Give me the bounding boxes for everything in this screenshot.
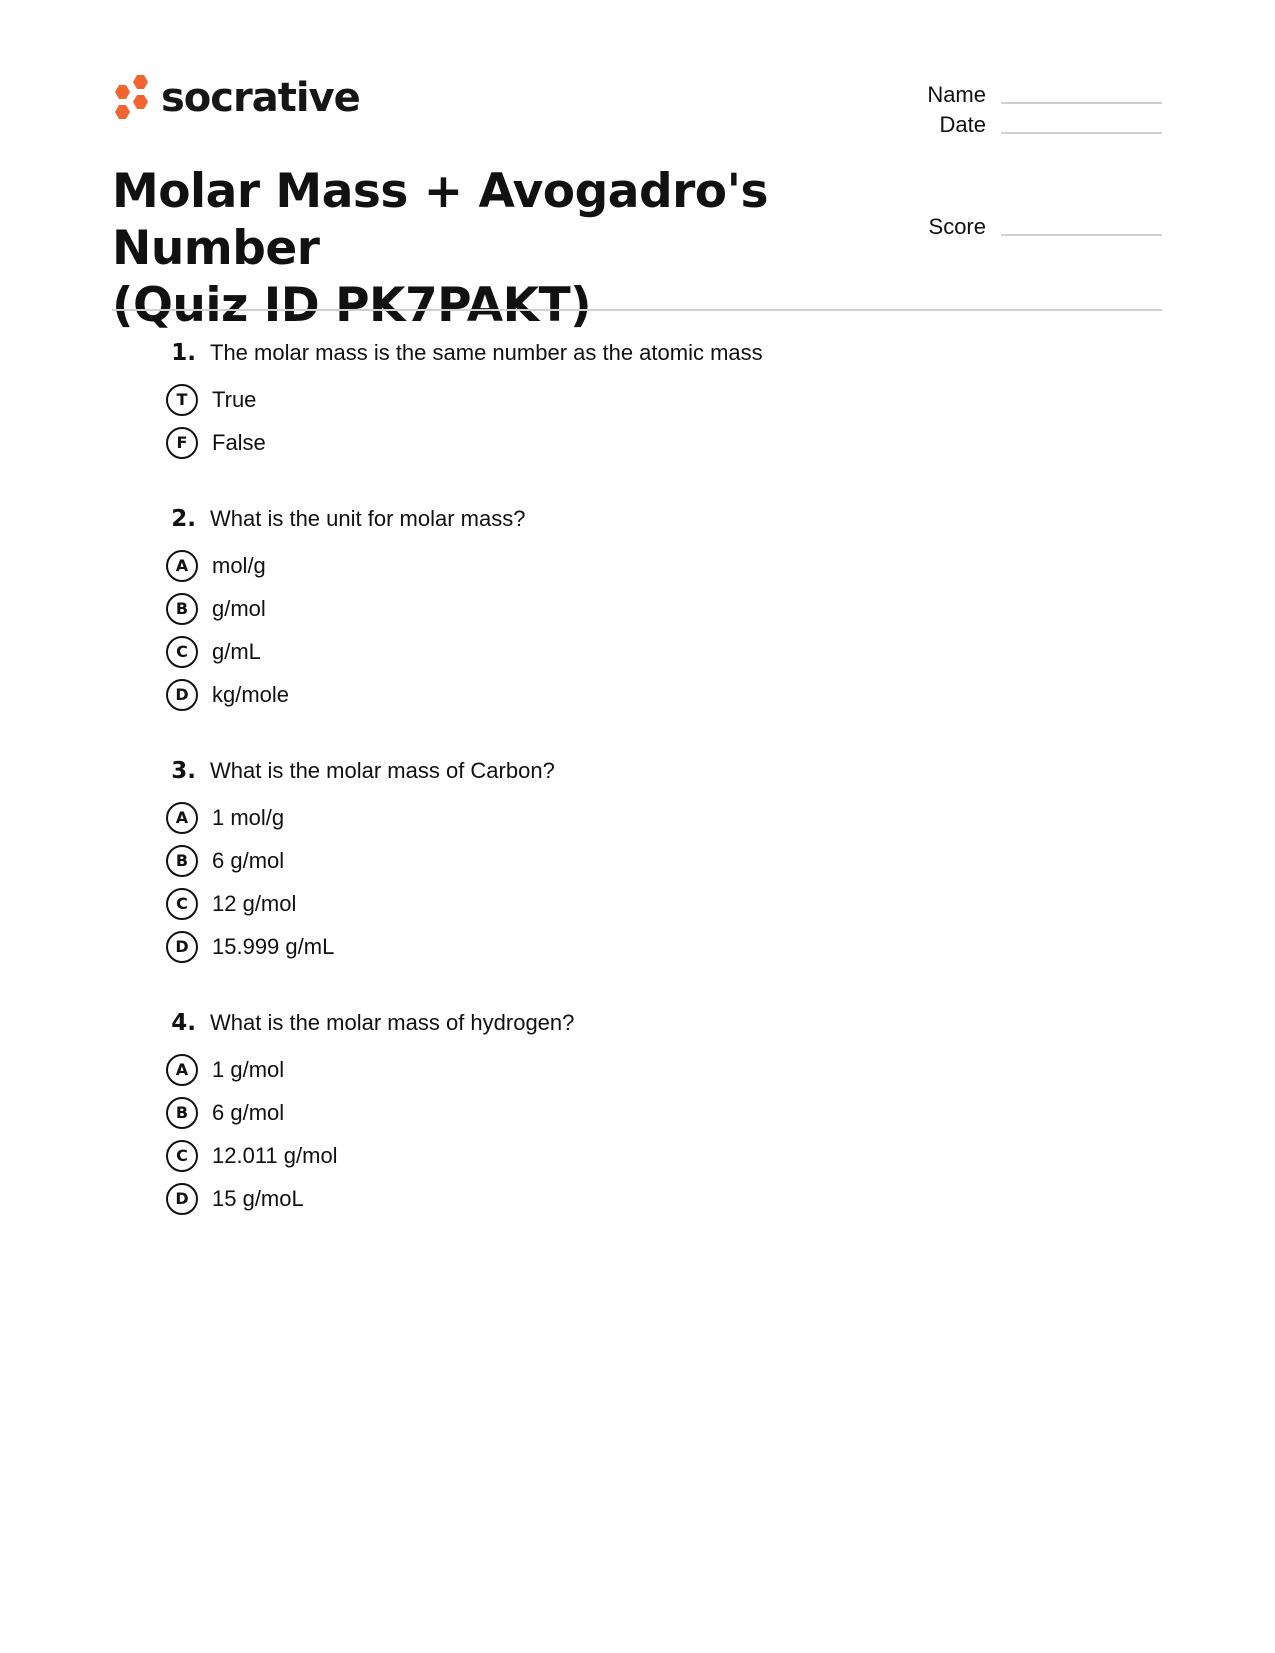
answer-bubble[interactable]: D — [166, 1183, 198, 1215]
answer-option[interactable] — [164, 1177, 1064, 1220]
answer-bubble[interactable]: A — [166, 550, 198, 582]
answer-text: 12.011 g/mol — [212, 1142, 338, 1168]
answer-option[interactable] — [164, 378, 1064, 421]
answer-option[interactable] — [164, 1048, 1064, 1091]
date-label: Date — [939, 112, 986, 137]
answer-text: 6 g/mol — [212, 1099, 285, 1125]
answer-text: kg/mole — [212, 681, 290, 707]
answer-text: 15 g/moL — [212, 1185, 304, 1211]
answer-text: g/mL — [212, 638, 261, 664]
answer-option[interactable] — [164, 673, 1064, 716]
answer-bubble[interactable]: D — [166, 931, 198, 963]
answer-bubble[interactable]: B — [166, 1097, 198, 1129]
answer-option[interactable] — [164, 796, 1064, 839]
brand-name: socrative — [161, 75, 360, 121]
question-3 — [164, 758, 1064, 968]
answer-bubble[interactable]: B — [166, 593, 198, 625]
answer-text: 1 mol/g — [212, 804, 285, 830]
answer-text: False — [212, 429, 266, 455]
question-number: 2. — [171, 506, 196, 532]
score-field[interactable] — [902, 210, 1162, 238]
answer-bubble[interactable]: T — [166, 384, 198, 416]
date-input-line[interactable] — [1001, 132, 1162, 134]
answer-bubble[interactable]: D — [166, 679, 198, 711]
question-number: 1. — [171, 340, 196, 366]
answer-option[interactable] — [164, 544, 1064, 587]
name-label: Name — [927, 82, 986, 107]
answer-bubble[interactable]: B — [166, 845, 198, 877]
answer-option[interactable] — [164, 882, 1064, 925]
answer-text: 1 g/mol — [212, 1056, 285, 1082]
answer-bubble[interactable]: C — [166, 636, 198, 668]
socrative-logo — [111, 72, 360, 124]
question-list — [164, 340, 1064, 1262]
answer-option[interactable] — [164, 630, 1064, 673]
question-text: What is the molar mass of Carbon? — [210, 758, 555, 783]
quiz-title-line-1: Molar Mass + Avogadro's Number — [112, 164, 768, 276]
question-4 — [164, 1010, 1064, 1220]
answer-text: g/mol — [212, 595, 266, 621]
answer-text: 6 g/mol — [212, 847, 285, 873]
answer-bubble[interactable]: F — [166, 427, 198, 459]
answer-bubble[interactable]: A — [166, 802, 198, 834]
hexagon-cluster-icon — [111, 73, 149, 123]
answer-option[interactable] — [164, 839, 1064, 882]
answer-bubble[interactable]: C — [166, 1140, 198, 1172]
question-text: What is the molar mass of hydrogen? — [210, 1010, 575, 1035]
question-number: 4. — [171, 1010, 196, 1036]
question-text: What is the unit for molar mass? — [210, 506, 526, 531]
header-divider — [112, 309, 1162, 311]
question-text: The molar mass is the same number as the atomic mass — [210, 340, 763, 365]
answer-text: 15.999 g/mL — [212, 933, 335, 959]
answer-option[interactable] — [164, 587, 1064, 630]
score-input-line[interactable] — [1001, 234, 1162, 236]
answer-option[interactable] — [164, 421, 1064, 464]
answer-bubble[interactable]: A — [166, 1054, 198, 1086]
question-number: 3. — [171, 758, 196, 784]
question-2 — [164, 506, 1064, 716]
answer-option[interactable] — [164, 1134, 1064, 1177]
name-input-line[interactable] — [1001, 102, 1162, 104]
answer-bubble[interactable]: C — [166, 888, 198, 920]
answer-option[interactable] — [164, 925, 1064, 968]
name-field[interactable] — [902, 78, 1162, 106]
answer-text: True — [212, 386, 257, 412]
date-field[interactable] — [902, 108, 1162, 136]
answer-text: 12 g/mol — [212, 890, 297, 916]
quiz-title-line-2: (Quiz ID PK7PAKT) — [112, 278, 592, 333]
answer-option[interactable] — [164, 1091, 1064, 1134]
question-1 — [164, 340, 1064, 464]
score-label: Score — [928, 214, 986, 239]
answer-text: mol/g — [212, 552, 266, 578]
